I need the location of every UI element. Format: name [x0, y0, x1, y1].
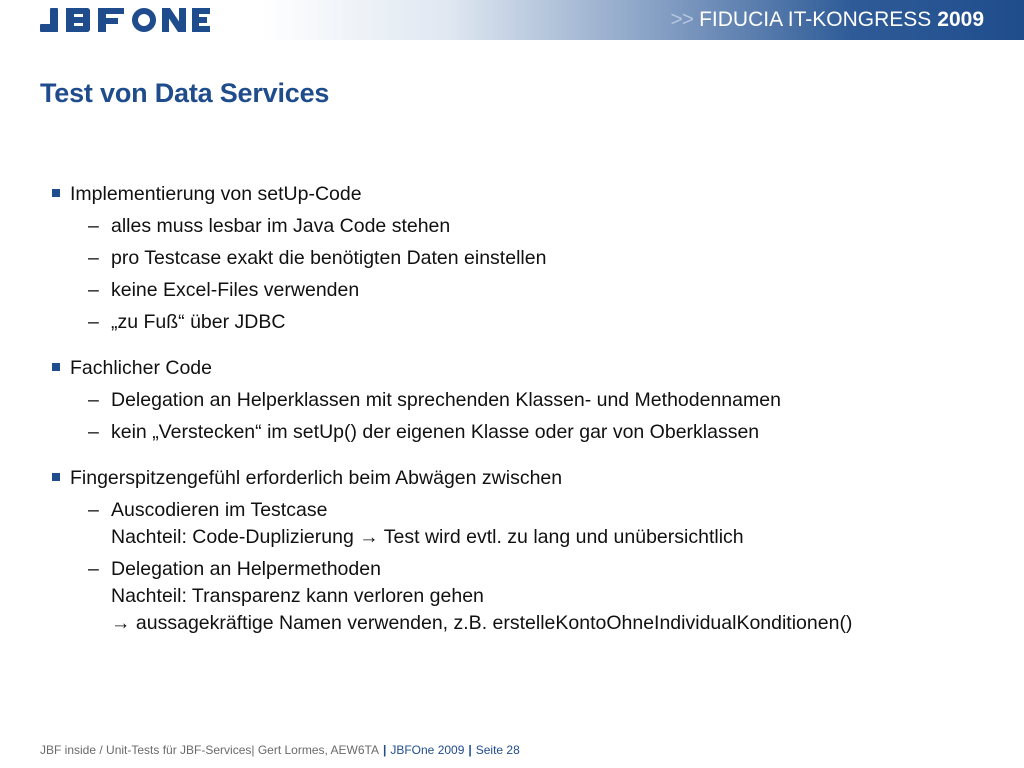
sub-bullet-item	[50, 277, 990, 304]
sub-bullet-text: pro Testcase exakt die benötigten Daten einstellen	[111, 247, 547, 269]
sub-bullet-item	[50, 556, 990, 637]
header-bar	[0, 0, 1024, 40]
sub-bullet-item	[50, 309, 990, 336]
sub-bullet-item	[50, 497, 990, 551]
sub-bullet-text: Delegation an Helperklassen mit sprechenden Klassen- und Methodennamen	[111, 389, 781, 411]
sub-bullet-item	[50, 419, 990, 446]
sub-bullet-line: → aussagekräftige Namen verwenden, z.B. erstelleKontoOhneIndividualKonditionen()	[111, 612, 853, 634]
dash-icon: –	[88, 247, 99, 269]
double-chevron-icon: >>	[670, 8, 694, 31]
bullet-item	[50, 354, 990, 382]
sub-bullet-line: Delegation an Helpermethoden	[111, 558, 381, 580]
dash-icon: –	[88, 215, 99, 237]
sub-bullet-text: alles muss lesbar im Java Code stehen	[111, 215, 451, 237]
dash-icon: –	[88, 558, 99, 580]
square-bullet-icon	[52, 473, 60, 481]
sub-bullet-line: Auscodieren im Testcase	[111, 499, 328, 521]
sub-bullet-line: Nachteil: Code-Duplizierung → Test wird evtl. zu lang und unübersichtlich	[111, 526, 744, 548]
dash-icon: –	[88, 311, 99, 333]
footer-separator: |	[468, 743, 472, 757]
dash-icon: –	[88, 279, 99, 301]
footer-page-number: Seite 28	[475, 743, 520, 757]
slide-body	[50, 180, 990, 637]
sub-bullet-text: „zu Fuß“ über JDBC	[111, 311, 286, 333]
square-bullet-icon	[52, 189, 60, 197]
slide-footer	[40, 743, 520, 757]
bullet-text: Implementierung von setUp-Code	[70, 183, 362, 205]
congress-year: 2009	[937, 8, 984, 31]
congress-banner	[671, 7, 984, 33]
slide-title: Test von Data Services	[40, 78, 330, 108]
jbfone-logo	[40, 6, 210, 34]
footer-middle: JBFOne 2009	[390, 743, 465, 757]
sub-bullet-line: Nachteil: Transparenz kann verloren gehen	[111, 585, 484, 607]
square-bullet-icon	[52, 363, 60, 371]
bullet-item	[50, 464, 990, 492]
sub-bullet-item	[50, 213, 990, 240]
bullet-text: Fachlicher Code	[70, 357, 212, 379]
footer-separator: |	[382, 743, 387, 757]
sub-bullet-text: kein „Verstecken“ im setUp() der eigenen Klasse oder gar von Oberklassen	[111, 421, 760, 443]
footer-left: JBF inside / Unit-Tests für JBF-Services| Gert Lormes, AEW6TA	[40, 743, 379, 757]
bullet-text: Fingerspitzengefühl erforderlich beim Abwägen zwischen	[70, 467, 563, 489]
dash-icon: –	[88, 389, 99, 411]
sub-bullet-item	[50, 245, 990, 272]
bullet-item	[50, 180, 990, 208]
dash-icon: –	[88, 421, 99, 443]
dash-icon: –	[88, 499, 99, 521]
congress-title: FIDUCIA IT-KONGRESS	[699, 8, 932, 31]
sub-bullet-text: keine Excel-Files verwenden	[111, 279, 360, 301]
sub-bullet-item	[50, 387, 990, 414]
